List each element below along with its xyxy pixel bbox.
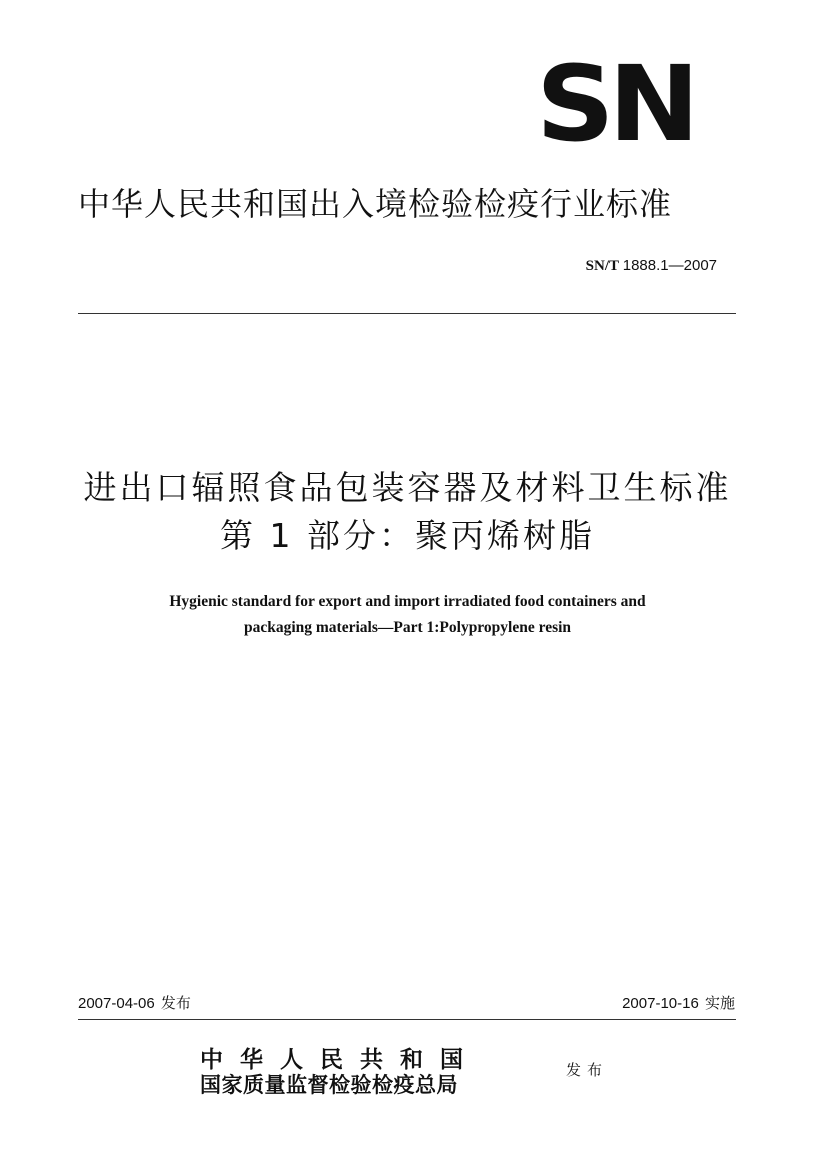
issuer-line-1: 中华人民共和国	[200, 1046, 480, 1073]
standard-code-number: 1888.1—2007	[622, 257, 717, 274]
chinese-title-line-2: 第 1 部分：聚丙烯树脂	[220, 516, 595, 555]
chinese-title-line-1: 进出口辐照食品包装容器及材料卫生标准	[83, 468, 732, 507]
implement-date-block	[622, 993, 735, 1014]
bottom-divider	[78, 1019, 736, 1020]
english-title-line-1: Hygienic standard for export and import irradiated food containers and	[169, 593, 646, 610]
top-divider	[78, 313, 736, 314]
standard-code	[586, 256, 717, 276]
issue-label: 发布	[160, 994, 191, 1012]
implement-label: 实施	[704, 994, 735, 1012]
english-title-line-2: packaging materials—Part 1:Polypropylene resin	[243, 619, 572, 636]
standard-code-prefix: SN/T	[585, 258, 619, 274]
agency-heading: 中华人民共和国出入境检验检疫行业标准	[78, 185, 673, 223]
sn-logo: SN	[536, 43, 694, 165]
issuer-line-2: 国家质量监督检验检疫总局	[200, 1072, 458, 1097]
issue-date-block	[78, 993, 191, 1014]
publish-label: 发布	[566, 1061, 609, 1079]
implement-date: 2007-10-16	[622, 995, 699, 1012]
issue-date: 2007-04-06	[78, 995, 155, 1012]
